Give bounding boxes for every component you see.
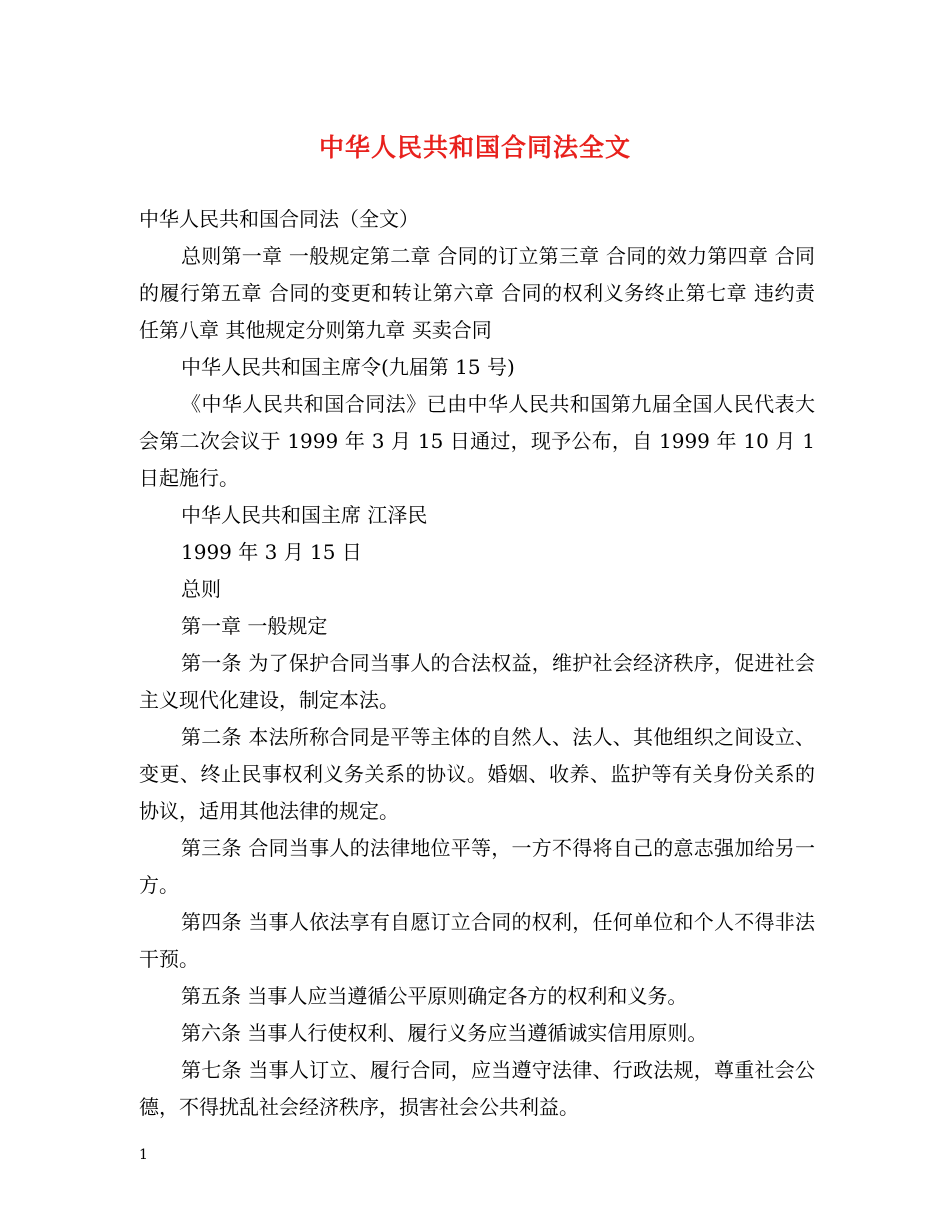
paragraph-article-4: 第四条 当事人依法享有自愿订立合同的权利，任何单位和个人不得非法干预。 bbox=[139, 910, 815, 971]
paragraph-chapter-one-heading: 第一章 一般规定 bbox=[181, 614, 328, 638]
paragraph-presidential-decree: 中华人民共和国主席令(九届第 15 号) bbox=[181, 355, 515, 379]
paragraph-article-6: 第六条 当事人行使权利、履行义务应当遵循诚实信用原则。 bbox=[181, 1021, 708, 1045]
document-body bbox=[139, 201, 815, 1126]
paragraph-article-5: 第五条 当事人应当遵循公平原则确定各方的权利和义务。 bbox=[181, 984, 688, 1008]
paragraph-signatory: 中华人民共和国主席 江泽民 bbox=[181, 503, 428, 527]
paragraph-table-of-contents: 总则第一章 一般规定第二章 合同的订立第三章 合同的效力第四章 合同的履行第五章 合同的变更和转让第六章 合同的权利义务终止第七章 违约责任第八章 其他规定分则第九章 买卖合同 bbox=[139, 244, 815, 342]
document-title: 中华人民共和国合同法全文 bbox=[318, 133, 631, 162]
paragraph-article-3: 第三条 合同当事人的法律地位平等，一方不得将自己的意志强加给另一方。 bbox=[139, 836, 815, 897]
paragraph-promulgation: 《中华人民共和国合同法》已由中华人民共和国第九届全国人民代表大会第二次会议于 1999 年 3 月 15 日通过，现予公布，自 1999 年 10 月 1 日起施行。 bbox=[139, 392, 815, 490]
paragraph-article-1: 第一条 为了保护合同当事人的合法权益，维护社会经济秩序，促进社会主义现代化建设，制定本法。 bbox=[139, 651, 815, 712]
paragraph-article-7: 第七条 当事人订立、履行合同，应当遵守法律、行政法规，尊重社会公德，不得扰乱社会经济秩序，损害社会公共利益。 bbox=[139, 1058, 815, 1119]
paragraph-article-2: 第二条 本法所称合同是平等主体的自然人、法人、其他组织之间设立、变更、终止民事权利义务关系的协议。婚姻、收养、监护等有关身份关系的协议，适用其他法律的规定。 bbox=[139, 725, 815, 823]
paragraph-subtitle: 中华人民共和国合同法（全文） bbox=[139, 207, 419, 231]
page-number: 1 bbox=[139, 1147, 148, 1163]
paragraph-general-provisions: 总则 bbox=[181, 577, 221, 601]
paragraph-date: 1999 年 3 月 15 日 bbox=[181, 540, 362, 564]
